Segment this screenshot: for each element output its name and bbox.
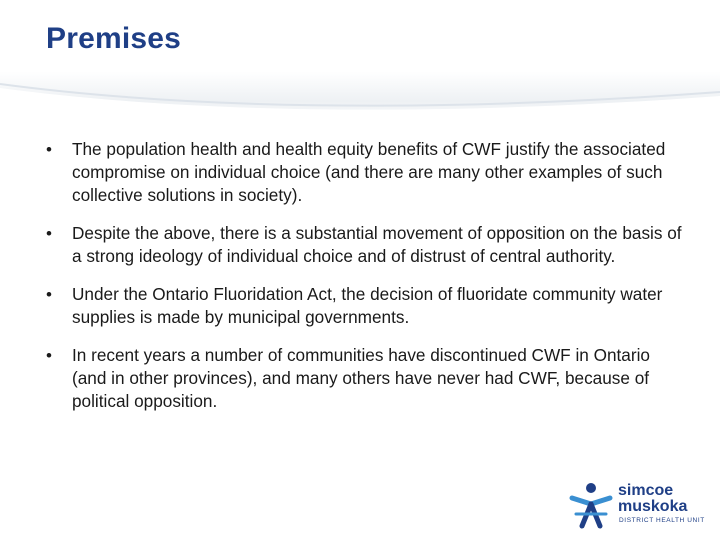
header-swoosh (0, 0, 720, 130)
bullet-text: The population health and health equity benefits of CWF justify the associated compromise on individual choice (and there are many other examples of such collective solutions in society). (72, 139, 666, 205)
bullet-item (46, 138, 686, 207)
bullet-icon: • (46, 140, 52, 159)
bullet-item (46, 344, 686, 413)
logo-line-simcoe: simcoe (618, 482, 674, 499)
bullet-icon: • (46, 285, 52, 304)
slide-header (0, 0, 720, 130)
slide-title: Premises (46, 22, 182, 55)
simcoe-muskoka-logo (568, 478, 708, 534)
bullet-text: Under the Ontario Fluoridation Act, the decision of fluoridate community water supplies is made by municipal governments. (72, 284, 663, 327)
bullet-item (46, 283, 686, 329)
logo-subtitle: DISTRICT HEALTH UNIT (619, 517, 705, 524)
person-figure-icon (568, 482, 614, 530)
bullet-text: In recent years a number of communities have discontinued CWF in Ontario (and in other provinces), and many others have never had CWF, because of political opposition. (72, 345, 650, 411)
bullet-list (46, 138, 686, 428)
bullet-icon: • (46, 224, 52, 243)
bullet-item (46, 222, 686, 268)
bullet-text: Despite the above, there is a substantial movement of opposition on the basis of a strong ideology of individual choice and of distrust of central authority. (72, 223, 682, 266)
logo-line-muskoka: muskoka (618, 498, 688, 515)
bullet-icon: • (46, 346, 52, 365)
